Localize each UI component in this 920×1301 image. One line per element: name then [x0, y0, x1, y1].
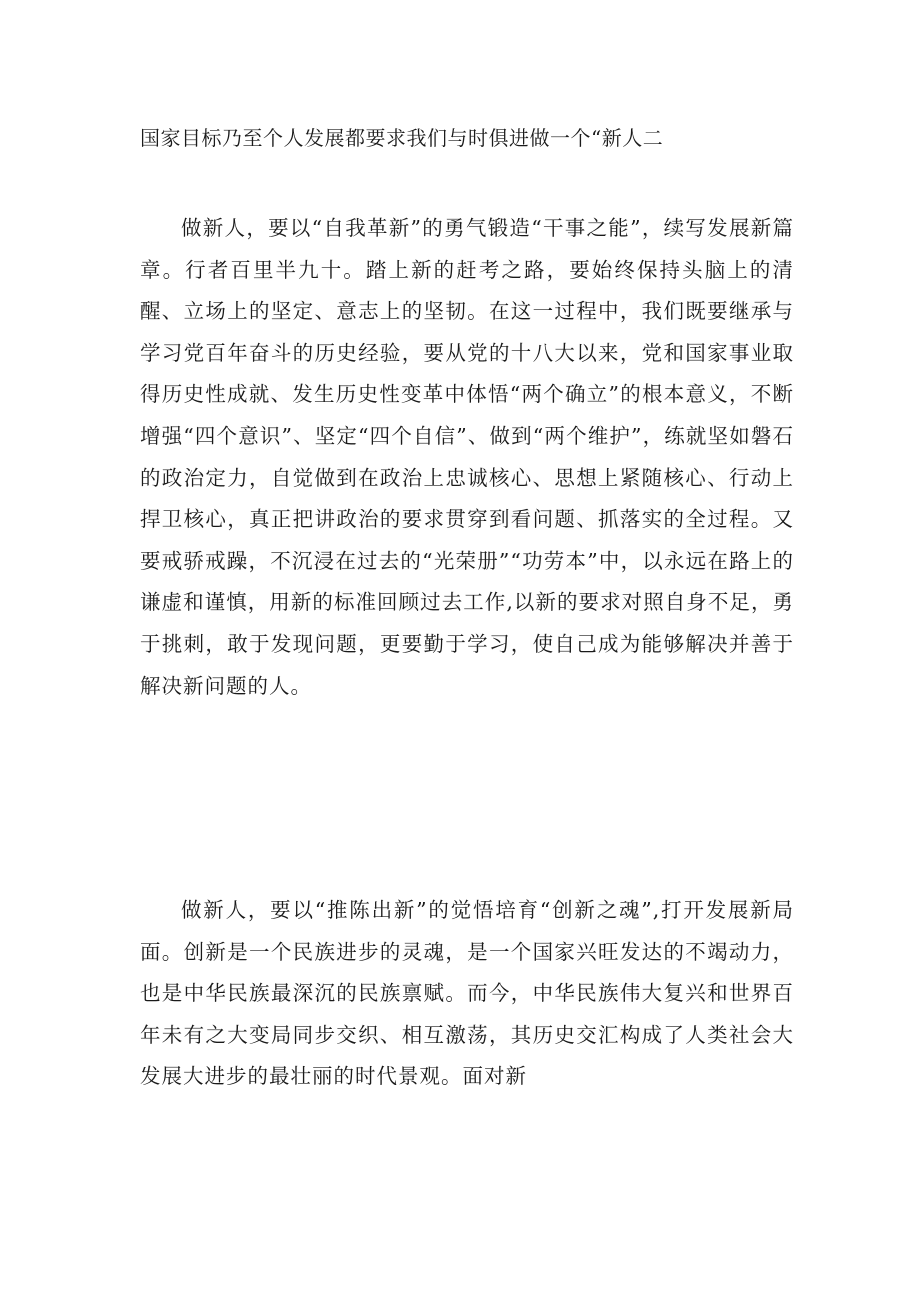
paragraph-innovation: 做新人，要以“推陈出新”的觉悟培育“创新之魂”,打开发展新局面。创新是一个民族进步的灵魂，是一个国家兴旺发达的不竭动力，也是中华民族最深沉的民族禀赋。而今，中华民族伟大复兴和世界百年未有之大变局同步交织、相互激荡，其历史交汇构成了人类社会大发展大进步的最壮丽的时代景观。面对新	[140, 898, 794, 1089]
document-title: 国家目标乃至个人发展都要求我们与时俱进做一个“新人二	[140, 126, 664, 150]
paragraph-self-renewal: 做新人，要以“自我革新”的勇气锻造“干事之能”，续写发展新篇章。行者百里半九十。踏上新的赶考之路，要始终保持头脑上的清醒、立场上的坚定、意志上的坚韧。在这一过程中，我们既要继承与学习党百年奋斗的历史经验，要从党的十八大以来，党和国家事业取得历史性成就、发生历史性变革中体悟“两个确立”的根本意义，不断增强“四个意识”、坚定“四个自信”、做到“两个维护”，练就坚如磐石的政治定力，自觉做到在政治上忠诚核心、思想上紧随核心、行动上捍卫核心，真正把讲政治的要求贯穿到看问题、抓落实的全过程。又要戒骄戒躁，不沉浸在过去的“光荣册”“功劳本”中，以永远在路上的谦虚和谨慎，用新的标准回顾过去工作,以新的要求对照自身不足，勇于挑刺，敢于发现问题，更要勤于学习，使自己成为能够解决并善于解决新问题的人。	[140, 216, 794, 698]
